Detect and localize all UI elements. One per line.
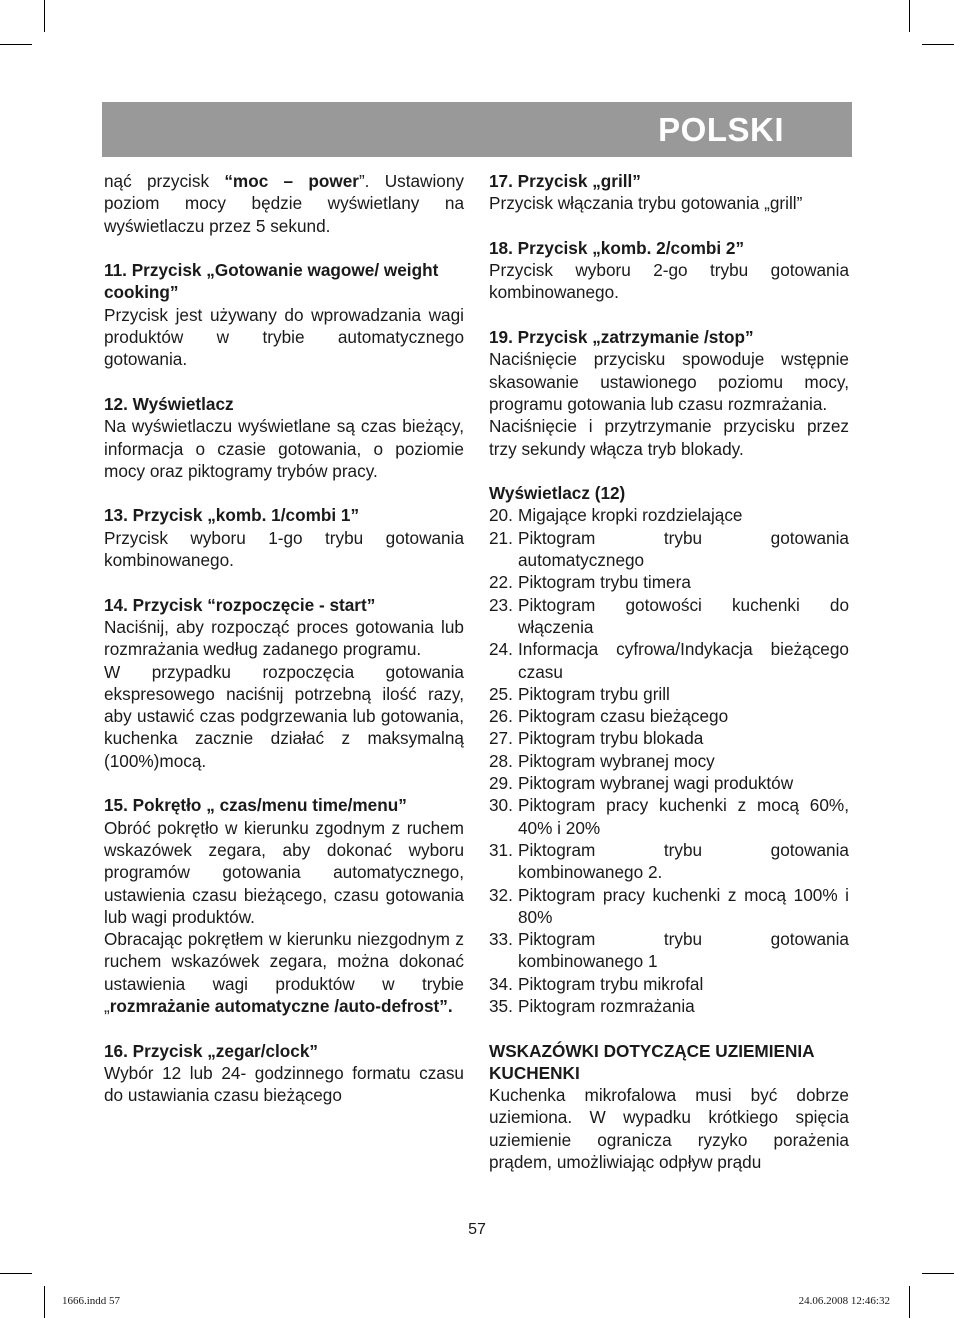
list-item	[489, 594, 849, 639]
section-body-12: Na wyświetlaczu wyświetlane są czas bieżący, informacja o czasie gotowania, o poziomie mocy oraz piktogramy trybów pracy.	[104, 416, 464, 481]
list-item-number: 20.	[489, 505, 513, 526]
crop-mark	[922, 1273, 954, 1274]
section-body-14a: Naciśnij, aby rozpocząć proces gotowania lub rozmrażania według zadanego programu.	[104, 616, 464, 660]
section-body-15b	[104, 928, 464, 1017]
list-item-text: Piktogram trybu gotowania kombinowanego 2.	[518, 839, 849, 883]
section-title-13: 13. Przycisk „komb. 1/combi 1”	[104, 505, 360, 526]
list-item-text: Piktogram wybranej wagi produktów	[518, 773, 794, 794]
section-body-19a: Naciśnięcie przycisku spowoduje wstępnie skasowanie ustawionego poziomu mocy, programu gotowania lub czasu rozmrażania.	[489, 349, 849, 414]
section-body-11: Przycisk jest używany do wprowadzania wagi produktów w trybie automatycznego gotowania.	[104, 304, 464, 370]
grounding-body: Kuchenka mikrofalowa musi być dobrze uziemiona. W wypadku krótkiego spięcia uziemienie ogranicza ryzyko porażenia prądem, umożliwiając odpływ prądu	[489, 1085, 849, 1173]
display-items-list	[489, 504, 849, 1017]
display-list-title: Wyświetlacz (12)	[489, 483, 626, 504]
list-item-text: Piktogram pracy kuchenki z mocą 100% i 80%	[518, 884, 849, 927]
list-item-text: Piktogram trybu grill	[518, 683, 670, 704]
crop-mark	[44, 0, 45, 32]
list-item-text: Informacja cyfrowa/Indykacja bieżącego czasu	[518, 639, 849, 682]
page-number: 57	[468, 1221, 486, 1238]
list-item-number: 24.	[489, 639, 513, 660]
grounding-title: WSKAZÓWKI DOTYCZĄCE UZIEMIENIA KUCHENKI	[489, 1040, 814, 1083]
text-run: rozmrażanie automatyczne /auto-defrost”.	[109, 995, 453, 1016]
list-item-text: Migające kropki rozdzielające	[518, 505, 743, 526]
list-item	[489, 794, 849, 839]
list-item	[489, 571, 849, 593]
left-column	[104, 170, 464, 1106]
crop-mark	[922, 44, 954, 45]
footer-file-info: 1666.indd 57	[62, 1295, 121, 1307]
list-item-text: Piktogram trybu blokada	[518, 728, 704, 749]
right-column	[489, 170, 849, 1173]
crop-mark	[44, 1286, 45, 1318]
list-item-number: 29.	[489, 773, 513, 794]
list-item-number: 35.	[489, 995, 513, 1016]
list-item-number: 32.	[489, 884, 513, 905]
list-item	[489, 884, 849, 929]
list-item-number: 21.	[489, 527, 513, 548]
crop-mark	[909, 0, 910, 32]
list-item-text: Piktogram wybranej mocy	[518, 750, 715, 771]
list-item-number: 28.	[489, 750, 513, 771]
section-body-17: Przycisk włączania trybu gotowania „grill”	[489, 193, 803, 214]
section-title-17: 17. Przycisk „grill”	[489, 171, 641, 191]
list-item-number: 22.	[489, 572, 513, 593]
list-item	[489, 772, 849, 794]
section-body-13: Przycisk wyboru 1-go trybu gotowania kombinowanego.	[104, 527, 464, 571]
section-body-16: Wybór 12 lub 24- godzinnego formatu czasu do ustawiania czasu bieżącego	[104, 1062, 464, 1106]
list-item-number: 27.	[489, 728, 513, 749]
list-item	[489, 750, 849, 772]
text-run: nąć przycisk	[104, 171, 225, 191]
section-title-16: 16. Przycisk „zegar/clock”	[104, 1040, 319, 1061]
list-item	[489, 504, 849, 526]
list-item-number: 34.	[489, 973, 513, 994]
text-run: “moc – power	[224, 171, 359, 191]
list-item-number: 33.	[489, 929, 513, 950]
text-run: ”. Ustawiony poziom mocy będzie wyświetlany na wyświetlaczu przez 5 sekund.	[104, 171, 464, 236]
footer-timestamp: 24.06.2008 12:46:32	[798, 1295, 890, 1307]
list-item	[489, 928, 849, 973]
crop-mark	[0, 44, 32, 45]
list-item	[489, 995, 849, 1017]
list-item-number: 25.	[489, 683, 513, 704]
list-item-number: 23.	[489, 594, 513, 615]
list-item-text: Piktogram gotowości kuchenki do włączenia	[518, 594, 849, 637]
list-item-text: Piktogram trybu timera	[518, 572, 691, 593]
list-item-text: Piktogram trybu mikrofal	[518, 973, 704, 994]
list-item	[489, 839, 849, 884]
list-item-text: Piktogram trybu gotowania kombinowanego 1	[518, 929, 849, 972]
section-body-19b: Naciśnięcie i przytrzymanie przycisku przez trzy sekundy włącza tryb blokady.	[489, 416, 849, 459]
text-run: Obracając pokrętłem w kierunku niezgodnym z ruchem wskazówek zegara, można dokonać ustawienia wagi produktów w trybie „	[104, 929, 464, 1016]
section-body-18: Przycisk wyboru 2-go trybu gotowania kombinowanego.	[489, 260, 849, 303]
list-item	[489, 683, 849, 705]
section-title-12: 12. Wyświetlacz	[104, 393, 234, 414]
list-item-number: 30.	[489, 795, 513, 816]
language-title: POLSKI	[658, 111, 784, 148]
list-item-text: Piktogram pracy kuchenki z mocą 60%, 40% i 20%	[518, 795, 849, 838]
list-item-number: 26.	[489, 706, 513, 727]
section-body-14b: W przypadku rozpoczęcia gotowania ekspresowego naciśnij potrzebną ilość razy, aby ustawić czas podgrzewania lub gotowania, kuchenka zacznie działać z maksymalną (100%)mocą.	[104, 661, 464, 771]
section-title-19: 19. Przycisk „zatrzymanie /stop”	[489, 327, 754, 348]
section-title-14: 14. Przycisk “rozpoczęcie - start”	[104, 594, 376, 615]
crop-mark	[909, 1286, 910, 1318]
list-item	[489, 638, 849, 683]
list-item	[489, 527, 849, 572]
intro-paragraph	[104, 170, 464, 237]
section-title-11: 11. Przycisk „Gotowanie wagowe/ weight cooking”	[104, 260, 439, 303]
list-item	[489, 973, 849, 995]
section-title-18: 18. Przycisk „komb. 2/combi 2”	[489, 237, 745, 258]
section-title-15: 15. Pokrętło „ czas/menu time/menu”	[104, 795, 407, 816]
list-item-text: Piktogram czasu bieżącego	[518, 706, 729, 727]
list-item	[489, 705, 849, 727]
crop-mark	[0, 1273, 32, 1274]
list-item-text: Piktogram rozmrażania	[518, 995, 695, 1016]
list-item-text: Piktogram trybu gotowania automatycznego	[518, 527, 849, 571]
header-bar	[102, 102, 852, 157]
list-item-number: 31.	[489, 839, 513, 860]
list-item	[489, 727, 849, 749]
section-body-15a: Obróć pokrętło w kierunku zgodnym z ruchem wskazówek zegara, aby dokonać wyboru programów gotowania automatycznego, ustawienia czasu bieżącego, czasu gotowania lub wagi produktów.	[104, 817, 464, 927]
